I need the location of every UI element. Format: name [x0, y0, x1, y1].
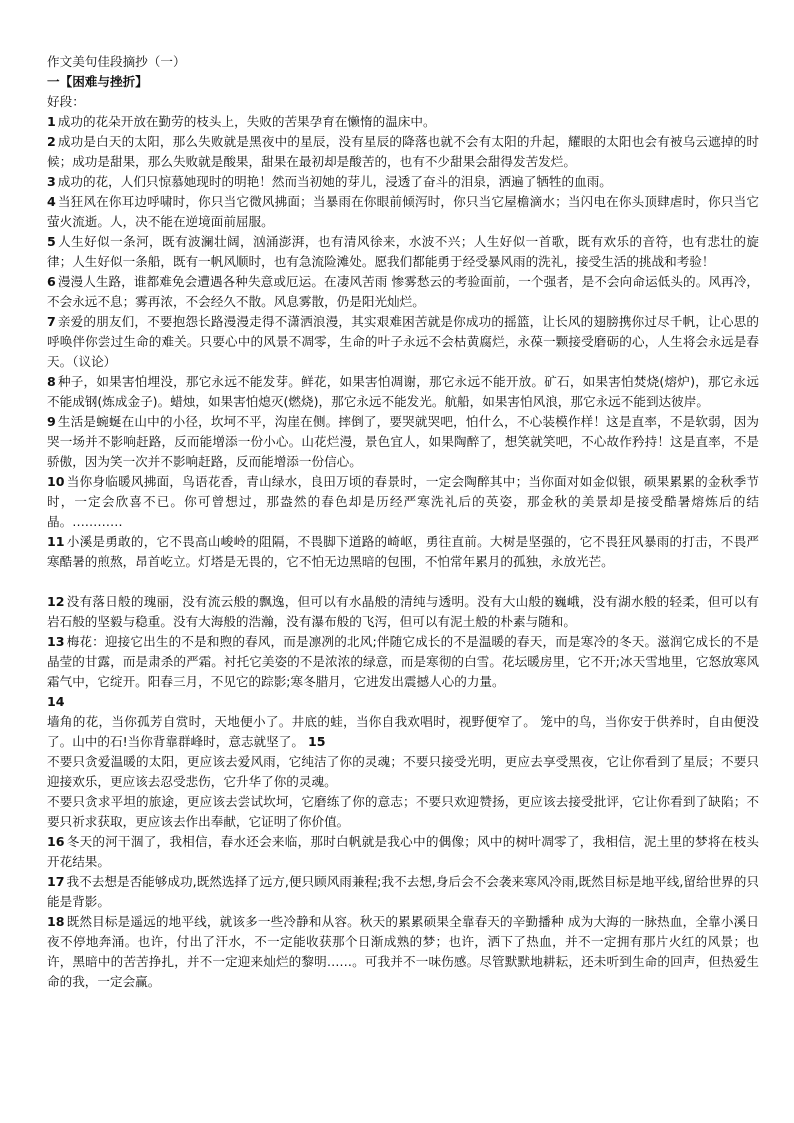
paragraph-15	[47, 752, 759, 792]
paragraph-18	[47, 912, 759, 992]
paragraph-number: 8	[47, 374, 56, 389]
paragraph-4	[47, 192, 759, 232]
paragraph-14	[47, 712, 759, 752]
blank-line	[47, 572, 759, 592]
paragraph-10	[47, 472, 759, 532]
paragraph-text: 成功的花朵开放在勤劳的枝头上，失败的苦果孕育在懒惰的温床中。	[57, 114, 436, 129]
paragraph-number: 7	[47, 314, 56, 329]
paragraph-text: 种子，如果害怕埋没，那它永远不能发芽。鲜花，如果害怕凋谢，那它永远不能开放。矿石，如果害怕焚烧(熔炉)，那它永远不能成钢(炼成金子)。蜡烛，如果害怕熄灭(燃烧)，那它永远不能发光。航船，如果害怕风浪，那它永远不能到达彼岸。	[47, 374, 759, 409]
document-title: 作文美句佳段摘抄（一）	[47, 54, 186, 69]
section-heading: 一【困难与挫折】	[47, 74, 148, 89]
document-page	[47, 52, 759, 992]
paragraph-1	[47, 112, 759, 132]
paragraph-text: 亲爱的朋友们，不要抱怨长路漫漫走得不潇洒浪漫，其实艰难困苦就是你成功的摇篮，让长风的翅膀携你过尽千帆，让心思的呼唤伴你尝过生命的难关。只要心中的风景不凋零，生命的叶子永远不会枯黄腐烂，永葆一颗接受磨砺的心，人生将会永远是春天。（议论）	[47, 314, 759, 369]
paragraph-number: 6	[47, 274, 56, 289]
paragraph-text: 不要只贪爱温暖的太阳，更应该去爱风雨，它纯洁了你的灵魂；不要只接受光明，更应去享受黑夜，它让你看到了星辰；不要只迎接欢乐，更应该去忍受悲伤，它升华了你的灵魂。	[47, 754, 759, 789]
paragraph-number: 13	[47, 634, 65, 649]
paragraph-17	[47, 872, 759, 912]
paragraph-9	[47, 412, 759, 472]
paragraph-11	[47, 532, 759, 572]
paragraph-12	[47, 592, 759, 632]
paragraph-number: 15	[307, 734, 326, 749]
paragraph-8	[47, 372, 759, 412]
paragraph-3	[47, 172, 759, 192]
paragraph-text: 我不去想是否能够成功,既然选择了远方,便只顾风雨兼程;我不去想,身后会不会袭来寒风冷雨,既然目标是地平线,留给世界的只能是背影。	[47, 874, 759, 909]
paragraph-text: 生活是蜿蜒在山中的小径，坎坷不平，沟崖在侧。摔倒了，要哭就哭吧，怕什么，不心装模作样！这是直率，不是软弱，因为哭一场并不影响赶路，反而能增添一份小心。山花烂漫，景色宜人，如果陶醉了，想笑就笑吧，不心故作矜持！这是直率，不是骄傲，因为笑一次并不影响赶路，反而能增添一份信心。	[47, 414, 759, 469]
paragraph-number: 5	[47, 234, 56, 249]
paragraph-15-continued	[47, 792, 759, 832]
paragraph-text: 当你身临暖风拂面，鸟语花香，青山绿水，良田万顷的春景时，一定会陶醉其中；当你面对如金似银，硕果累累的金秋季节时，一定会欣喜不已。你可曾想过，那盎然的春色却是历经严寒洗礼后的英姿，那金秋的美景却是接受酷暑熔炼后的结晶。…………	[47, 474, 759, 529]
paragraph-number: 9	[47, 414, 56, 429]
paragraph-text: 人生好似一条河，既有波澜壮阔，汹涌澎湃，也有清风徐来，水波不兴；人生好似一首歌，既有欢乐的音符，也有悲壮的旋律；人生好似一条船，既有一帆风顺时，也有急流险滩处。愿我们都能勇于经受暴风雨的洗礼，接受生活的挑战和考验！	[47, 234, 759, 269]
paragraph-text: 墙角的花，当你孤芳自赏时，天地便小了。井底的蛙，当你自我欢唱时，视野便窄了。 笼中的鸟，当你安于供养时，自由便没了。山中的石!当你背靠群峰时，意志就坚了。	[47, 714, 759, 749]
paragraph-14-number	[47, 692, 759, 712]
paragraph-text: 漫漫人生路，谁都难免会遭遇各种失意或厄运。在凄风苦雨 惨雾愁云的考验面前，一个强者，是不会向命运低头的。风再冷，不会永远不息；雾再浓，不会经久不散。风息雾散，仍是阳光灿烂。	[47, 274, 759, 309]
paragraph-text: 当狂风在你耳边呼啸时，你只当它微风拂面；当暴雨在你眼前倾泻时，你只当它屋檐滴水；当闪电在你头顶肆虐时，你只当它萤火流逝。人，决不能在逆境面前屈服。	[47, 194, 759, 229]
paragraph-text: 冬天的河干涸了，我相信，春水还会来临，那时白帆就是我心中的偶像；风中的树叶凋零了，我相信，泥土里的梦将在枝头开花结果。	[47, 834, 759, 869]
paragraph-text: 成功是白天的太阳，那么失败就是黑夜中的星辰，没有星辰的降落也就不会有太阳的升起，耀眼的太阳也会有被乌云遮掉的时候；成功是甜果，那么失败就是酸果，甜果在最初却是酸苦的，也有不少甜果会甜得发苦发烂。	[47, 134, 759, 169]
paragraph-number: 4	[47, 194, 56, 209]
paragraph-7	[47, 312, 759, 372]
paragraph-number: 3	[47, 174, 56, 189]
paragraph-number: 1	[47, 114, 56, 129]
paragraph-16	[47, 832, 759, 872]
paragraph-number: 2	[47, 134, 56, 149]
paragraph-number: 12	[47, 594, 65, 609]
paragraph-13	[47, 632, 759, 692]
paragraph-text: 既然目标是遥远的地平线，就该多一些冷静和从容。秋天的累累硕果全靠春天的辛勤播种 成为大海的一脉热血，全靠小溪日夜不停地奔涌。也许，付出了汗水，不一定能收获那个日渐成熟的梦；也许，洒下了热血，并不一定拥有那片火红的风景；也许，黑暗中的苦苦挣扎，并不一定迎来灿烂的黎明……。可我并不一味伤感。尽管默默地耕耘，还未听到生命的回声，但热爱生命的我，一定会赢。	[47, 914, 759, 989]
paragraph-number: 16	[47, 834, 65, 849]
paragraph-number: 17	[47, 874, 65, 889]
paragraph-number: 18	[47, 914, 65, 929]
paragraph-number: 10	[47, 474, 65, 489]
paragraph-number: 14	[47, 694, 65, 709]
paragraph-2	[47, 132, 759, 172]
paragraph-text: 小溪是勇敢的，它不畏高山峻岭的阻隔，不畏脚下道路的崎岖，勇往直前。大树是坚强的，它不畏狂风暴雨的打击，不畏严寒酷暑的煎熬，昂首屹立。灯塔是无畏的，它不怕无边黑暗的包围，不怕常年累月的孤独，永放光芒。	[47, 534, 759, 569]
paragraph-5	[47, 232, 759, 272]
paragraph-text: 没有落日般的瑰丽，没有流云般的飘逸，但可以有水晶般的清纯与透明。没有大山般的巍峨，没有湖水般的轻柔，但可以有岩石般的坚毅与稳重。没有大海般的浩瀚，没有瀑布般的飞泻，但可以有泥土般的朴素与随和。	[47, 594, 759, 629]
paragraph-6	[47, 272, 759, 312]
good-paragraphs-label: 好段：	[47, 94, 85, 109]
paragraph-number: 11	[47, 534, 65, 549]
paragraph-text: 不要只贪求平坦的旅途，更应该去尝试坎坷，它磨练了你的意志；不要只欢迎赞扬，更应该去接受批评，它让你看到了缺陷；不要只祈求获取，更应该去作出奉献，它证明了你价值。	[47, 794, 759, 829]
paragraph-text: 成功的花，人们只惊慕她现时的明艳！然而当初她的芽儿，浸透了奋斗的泪泉，洒遍了牺牲的血雨。	[57, 174, 612, 189]
paragraph-text: 梅花：迎接它出生的不是和煦的春风，而是凛冽的北风;伴随它成长的不是温暖的春天，而是寒冷的冬天。滋润它成长的不是晶莹的甘露，而是肃杀的严霜。衬托它美姿的不是浓浓的绿意，而是寒彻的白雪。花坛暖房里，它不开;冰天雪地里，它怒放寒风霜气中，它绽开。阳春三月，不见它的踪影;寒冬腊月，它进发出震撼人心的力量。	[47, 634, 759, 689]
